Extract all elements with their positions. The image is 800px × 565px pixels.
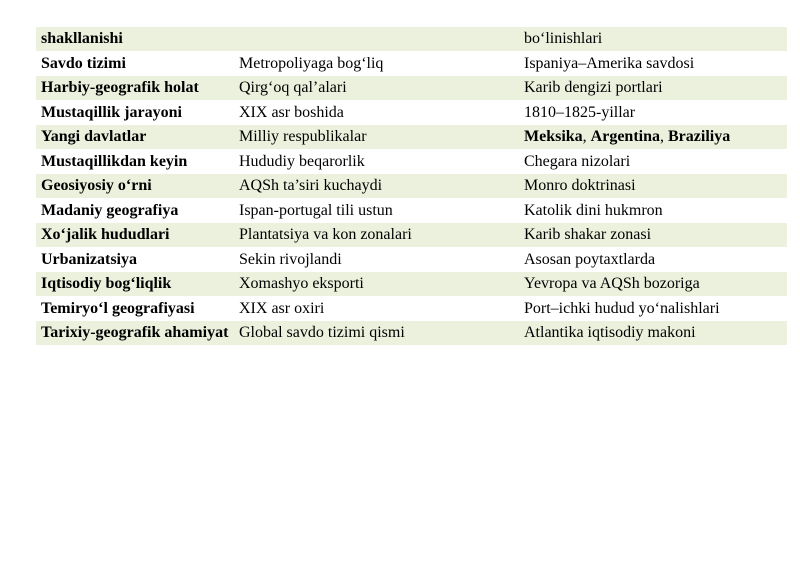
row-example: Katolik dini hukmron (519, 198, 787, 223)
row-description: Milliy respublikalar (234, 125, 519, 150)
row-label: Harbiy-geografik holat (36, 76, 234, 101)
row-label: Savdo tizimi (36, 51, 234, 76)
row-example: Atlantika iqtisodiy makoni (519, 321, 787, 346)
row-label: shakllanishi (36, 27, 234, 51)
row-label: Temiryo‘l geografiyasi (36, 296, 234, 321)
table-row (36, 51, 787, 76)
row-description: Sekin rivojlandi (234, 247, 519, 272)
row-label: Mustaqillik jarayoni (36, 100, 234, 125)
table-row (36, 100, 787, 125)
row-description: Xomashyo eksporti (234, 272, 519, 297)
table-row (36, 198, 787, 223)
table-row (36, 272, 787, 297)
row-example: Chegara nizolari (519, 149, 787, 174)
row-label: Iqtisodiy bog‘liqlik (36, 272, 234, 297)
row-example: Monro doktrinasi (519, 174, 787, 199)
row-example: Karib dengizi portlari (519, 76, 787, 101)
table-row (36, 174, 787, 199)
row-description: AQSh ta’siri kuchaydi (234, 174, 519, 199)
country-mexico: Meksika (524, 128, 583, 145)
row-label: Geosiyosiy o‘rni (36, 174, 234, 199)
row-example: Port–ichki hudud yo‘nalishlari (519, 296, 787, 321)
table-row (36, 247, 787, 272)
comparison-table (36, 27, 787, 346)
table-row (36, 296, 787, 321)
separator: , (660, 128, 668, 145)
row-description (234, 27, 519, 51)
row-description: XIX asr oxiri (234, 296, 519, 321)
table-row (36, 76, 787, 101)
table-row (36, 321, 787, 346)
row-label: Yangi davlatlar (36, 125, 234, 150)
row-description: Plantatsiya va kon zonalari (234, 223, 519, 248)
row-example (519, 125, 787, 150)
table-row (36, 27, 787, 51)
table-row (36, 149, 787, 174)
table-row (36, 223, 787, 248)
row-example: Ispaniya–Amerika savdosi (519, 51, 787, 76)
row-description: Metropoliyaga bog‘liq (234, 51, 519, 76)
row-label: Xo‘jalik hududlari (36, 223, 234, 248)
country-argentina: Argentina (590, 128, 660, 145)
row-label: Mustaqillikdan keyin (36, 149, 234, 174)
row-description: Ispan-portugal tili ustun (234, 198, 519, 223)
row-label: Tarixiy-geografik ahamiyat (36, 321, 234, 346)
row-example: Yevropa va AQSh bozoriga (519, 272, 787, 297)
row-example: Asosan poytaxtlarda (519, 247, 787, 272)
row-description: XIX asr boshida (234, 100, 519, 125)
table-row (36, 125, 787, 150)
row-description: Qirg‘oq qal’alari (234, 76, 519, 101)
row-example: Karib shakar zonasi (519, 223, 787, 248)
row-example: 1810–1825-yillar (519, 100, 787, 125)
row-description: Hududiy beqarorlik (234, 149, 519, 174)
country-brazil: Braziliya (668, 128, 731, 145)
separator: , (582, 128, 591, 145)
row-description: Global savdo tizimi qismi (234, 321, 519, 346)
row-example: bo‘linishlari (519, 27, 787, 51)
row-label: Madaniy geografiya (36, 198, 234, 223)
row-label: Urbanizatsiya (36, 247, 234, 272)
